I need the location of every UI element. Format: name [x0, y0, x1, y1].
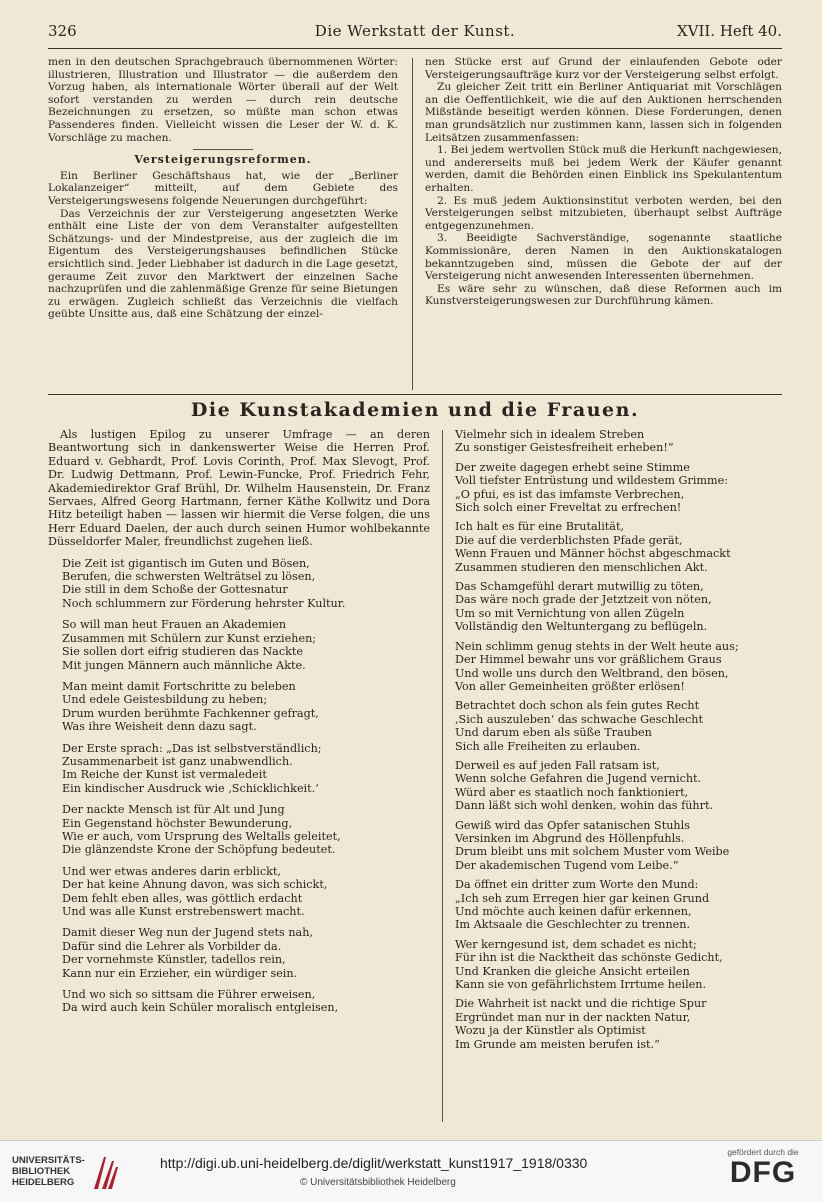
- poem-line: Der nackte Mensch ist für Alt und Jung: [62, 803, 285, 817]
- bottom-right-column: [455, 428, 785, 1051]
- poem-stanza: [455, 428, 785, 455]
- header-rule: [48, 48, 782, 49]
- column-divider: [412, 58, 413, 390]
- poem-line: Im Aktsaale die Geschlechter zu trennen.: [455, 918, 691, 932]
- poem-line: Und darum eben als süße Trauben: [455, 726, 652, 740]
- poem-line: Ich halt es für eine Brutalität,: [455, 520, 625, 534]
- poem-line: Berufen, die schwersten Welträtsel zu lösen,: [62, 570, 316, 584]
- viewer-footer: [0, 1140, 822, 1202]
- poem-line: Und edele Geistesbildung zu heben;: [62, 693, 268, 707]
- section-heading: Versteigerungsreformen.: [134, 153, 312, 167]
- poem-line: Die auf die verderblichsten Pfade gerät,: [455, 533, 683, 547]
- poem-line: Sich alle Freiheiten zu erlauben.: [455, 739, 641, 753]
- poem-stanza: [455, 819, 785, 873]
- poem-line: Noch schlummern zur Förderung hehrster Kultur.: [62, 596, 346, 610]
- poem-line: Kann nur ein Erzieher, ein würdiger sein.: [62, 966, 298, 980]
- dfg-logo: gefördert durch die DFG: [727, 1147, 799, 1189]
- poem-line: „Ich seh zum Erregen hier gar keinen Grund: [455, 891, 710, 905]
- paragraph: Ein Berliner Geschäftshaus hat, wie der „Berliner Lokalanzeiger“ mitteilt, auf dem Gebiete des Versteigerungswesens folgende Neuerungen durchgeführt:: [48, 169, 398, 207]
- poem-line: So will man heut Frauen an Akademien: [62, 618, 287, 632]
- poem-stanza: [62, 557, 430, 611]
- poem-line: Wenn Frauen und Männer höchst abgeschmackt: [455, 547, 731, 561]
- poem-line: Und wo sich so sittsam die Führer erweisen,: [62, 988, 316, 1002]
- paragraph: 1. Bei jedem wertvollen Stück muß die Herkunft nachgewiesen, und andererseits muß bei jedem Werk der Käufer genannt werden, damit die Behörden einen Einblick ins Spekulantentum erhalten.: [425, 144, 782, 194]
- poem-line: Und wolle uns durch den Weltbrand, den bösen,: [455, 666, 729, 680]
- poem-line: Die glänzendste Krone der Schöpfung bedeutet.: [62, 843, 336, 857]
- poem-line: Zu sonstiger Geistesfreiheit erheben!“: [455, 441, 674, 455]
- intro-paragraph: men in den deutschen Sprachgebrauch übernommenen Wörter: illustrieren, Illustration und Illustrator — die außerdem den Vorzug haben, als internationale Wörter überall auf der Welt sofort verstanden zu werden — durch rein deutsche Bezeichnungen zu ersetzen, so müßte man schon etwas Passenderes finden. Vielleicht wissen die Leser der W. d. K. Vorschläge zu machen.: [48, 56, 398, 144]
- poem-line: Ergründet man nur in der nackten Natur,: [455, 1010, 691, 1024]
- poem-line: Da wird auch kein Schüler moralisch entgleisen,: [62, 1001, 339, 1015]
- poem-line: Und Kranken die gleiche Ansicht erteilen: [455, 964, 690, 978]
- separator: [193, 149, 253, 150]
- poem-line: Würd aber es staatlich noch fanktioniert,: [455, 785, 689, 799]
- library-logo: UNIVERSITÄTS- BIBLIOTHEK HEIDELBERG: [12, 1151, 132, 1195]
- bottom-left-column: [48, 428, 430, 1015]
- paragraph: Zu gleicher Zeit tritt ein Berliner Antiquariat mit Vorschlägen an die Oeffentlichkeit, wie die auf den Auktionen herrschenden Mißstände beseitigt werden können. Diese Forderungen, denen man grundsätzlich nur zustimmen kann, lassen sich in folgenden Leitsätzen zusammenfassen:: [425, 81, 782, 144]
- poem-line: Was ihre Weisheit denn dazu sagt.: [62, 720, 257, 734]
- poem-stanza: [62, 680, 430, 734]
- poem-stanza: [455, 997, 785, 1051]
- poem-line: Der hat keine Ahnung davon, was sich schickt,: [62, 878, 328, 892]
- poem-line: Das wäre noch grade der Jetztzeit von nöten,: [455, 593, 712, 607]
- poem-line: Gewiß wird das Opfer satanischen Stuhls: [455, 818, 690, 832]
- poem-stanza: [455, 699, 785, 753]
- page-header: [48, 22, 782, 44]
- library-emblem-icon: [90, 1153, 120, 1193]
- paragraph: nen Stücke erst auf Grund der einlaufenden Gebote oder Versteigerungsaufträge kurz vor der Versteigerung selbst erfolgt.: [425, 56, 782, 81]
- issue-number: XVII. Heft 40.: [676, 22, 782, 40]
- poem-line: Kann sie von gefährlichstem Irrtume heilen.: [455, 978, 707, 992]
- paragraph: Das Verzeichnis der zur Versteigerung angesetzten Werke enthält eine Liste der von dem Veranstalter aufgestellten Schätzungs- und der Mindestpreise, aus der zugleich die im Eigentum des Versteigerungshauses befindlichen Stücke ersichtlich sind. Jeder Liebhaber ist dadurch in die Lage gesetzt, geraume Zeit zuvor den Marktwert der einzelnen Sache nachzuprüfen und die zahlenmäßige Grenze für seine Bietungen zu erwägen. Zugleich schließt das Verzeichnis die vielfach geübte Unsitte aus, daß eine Schätzung der einzel-: [48, 207, 398, 321]
- poem-stanza: [455, 640, 785, 694]
- poem-line: Wozu ja der Künstler als Optimist: [455, 1024, 646, 1038]
- poem-stanza: [455, 878, 785, 932]
- poem-stanza: [62, 988, 430, 1015]
- top-left-column: [48, 56, 398, 321]
- poem-line: Wenn solche Gefahren die Jugend vernicht.: [455, 772, 702, 786]
- poem-line: Drum bleibt uns mit solchem Muster vom Weibe: [455, 845, 730, 859]
- poem-line: Dafür sind die Lehrer als Vorbilder da.: [62, 939, 282, 953]
- poem-line: Zusammen studieren den menschlichen Akt.: [455, 560, 708, 574]
- poem-line: Die Zeit ist gigantisch im Guten und Bösen,: [62, 556, 310, 570]
- poem-line: Mit jungen Männern auch männliche Akte.: [62, 658, 306, 672]
- poem-line: Im Reiche der Kunst ist vermaledeit: [62, 768, 267, 782]
- poem-line: Und wer etwas anderes darin erblickt,: [62, 864, 281, 878]
- poem-line: Derweil es auf jeden Fall ratsam ist,: [455, 758, 660, 772]
- poem-line: Um so mit Vernichtung von allen Zügeln: [455, 606, 685, 620]
- paragraph: 2. Es muß jedem Auktionsinstitut verboten werden, bei den Versteigerungen selbst mitzubieten, überhaupt selbst Aufträge entgegenzunehmen.: [425, 194, 782, 232]
- poem-line: Die still in dem Schoße der Gottesnatur: [62, 583, 288, 597]
- poem-stanza: [455, 580, 785, 634]
- article-rule: [48, 394, 782, 395]
- poem-line: Zusammenarbeit ist ganz unabwendlich.: [62, 754, 293, 768]
- poem-line: Im Grunde am meisten berufen ist.“: [455, 1037, 660, 1051]
- poem-stanza: [62, 926, 430, 980]
- poem-line: Der zweite dagegen erhebt seine Stimme: [455, 460, 690, 474]
- poem-line: Voll tiefster Entrüstung und wildestem Grimme:: [455, 474, 729, 488]
- poem-line: Nein schlimm genug stehts in der Welt heute aus;: [455, 639, 739, 653]
- copyright-text: © Universitätsbibliothek Heidelberg: [300, 1177, 456, 1188]
- poem-stanza: [455, 520, 785, 574]
- poem-line: Ein Gegenstand höchster Bewunderung,: [62, 816, 293, 830]
- poem-line: Versinken im Abgrund des Höllenpfuhls.: [455, 831, 685, 845]
- top-right-column: [425, 56, 782, 308]
- poem-line: Der Erste sprach: „Das ist selbstverständlich;: [62, 741, 322, 755]
- poem-line: Damit dieser Weg nun der Jugend stets nah,: [62, 926, 313, 940]
- poem-line: Dem fehlt eben alles, was göttlich erdacht: [62, 891, 303, 905]
- poem-line: Sie sollen dort eifrig studieren das Nackte: [62, 645, 303, 659]
- poem-line: Da öffnet ein dritter zum Worte den Mund:: [455, 878, 699, 892]
- poem-line: Wer kerngesund ist, dem schadet es nicht;: [455, 937, 697, 951]
- poem-line: Und möchte auch keinen dafür erkennen,: [455, 905, 692, 918]
- intro-paragraph: Als lustigen Epilog zu unserer Umfrage — an deren Beantwortung sich in dankenswerter Weise die Herren Prof. Eduard v. Gebhardt, Prof. Lovis Corinth, Prof. Max Slevogt, Prof. Dr. Ludwig Dettmann, Prof. Lewin-Funcke, Prof. Friedrich Fehr, Akademiedirektor Graf Brühl, Dr. Wilhelm Hausenstein, Dr. Franz Servaes, Alfred Georg Hartmann, ferner Käthe Kollwitz und Dora Hitz beteiligt haben — lassen wir hiermit die Verse folgen, die uns Herr Eduard Daelen, der auch durch seinen Humor wohlbekannte Düsseldorfer Maler, freundlichst zugehen ließ.: [48, 428, 430, 549]
- poem-line: Vollständig den Weltuntergang zu beflügeln.: [455, 620, 708, 634]
- poem-line: Der akademischen Tugend vom Leibe.“: [455, 858, 679, 872]
- paragraph: 3. Beeidigte Sachverständige, sogenannte staatliche Kommissionäre, deren Namen in den Auktionskatalogen bekanntzugeben sind, müssen die Gebote der auf der Versteigerung nicht anwesenden Interessenten übernehmen.: [425, 232, 782, 283]
- poem-line: Drum wurden berühmte Fachkenner gefragt,: [62, 706, 319, 720]
- poem-stanza: [62, 742, 430, 796]
- poem-line: Sich solch einer Freveltat zu erfrechen!: [455, 501, 682, 515]
- poem-line: Wie er auch, vom Ursprung des Weltalls geleitet,: [62, 829, 341, 843]
- poem-line: Betrachtet doch schon als fein gutes Recht: [455, 699, 700, 713]
- poem-stanza: [455, 759, 785, 813]
- poem-line: Und was alle Kunst erstrebenswert macht.: [62, 905, 305, 918]
- poem-line: Zusammen mit Schülern zur Kunst erziehen;: [62, 631, 317, 645]
- poem-line: Der Himmel bewahr uns vor gräßlichem Graus: [455, 653, 722, 667]
- journal-title: Die Werkstatt der Kunst.: [314, 22, 516, 40]
- poem-line: Ein kindischer Ausdruck wie ‚Schicklichkeit.‘: [62, 781, 319, 795]
- poem-line: Der vornehmste Künstler, tadellos rein,: [62, 953, 286, 967]
- poem-line: Die Wahrheit ist nackt und die richtige Spur: [455, 997, 707, 1011]
- poem-line: Für ihn ist die Nacktheit das schönste Gedicht,: [455, 951, 723, 965]
- poem-stanza: [62, 865, 430, 919]
- poem-stanza: [455, 461, 785, 515]
- page-number: 326: [48, 22, 77, 40]
- poem-stanza: [62, 803, 430, 857]
- article-title: Die Kunstakademien und die Frauen.: [190, 399, 640, 421]
- poem-line: Man meint damit Fortschritte zu beleben: [62, 679, 296, 693]
- poem-line: ‚Sich auszuleben‘ das schwache Geschlecht: [455, 712, 704, 726]
- paragraph: Es wäre sehr zu wünschen, daß diese Reformen auch im Kunstversteigerungswesen zur Durchführung kämen.: [425, 282, 782, 308]
- poem-stanza: [455, 938, 785, 992]
- poem-line: Vielmehr sich in idealem Streben: [455, 428, 645, 441]
- poem-stanza: [62, 618, 430, 672]
- document-url-link[interactable]: http://digi.ub.uni-heidelberg.de/diglit/werkstatt_kunst1917_1918/0330: [160, 1155, 588, 1171]
- poem-line: Dann läßt sich wohl denken, wohin das führt.: [455, 799, 714, 813]
- poem-line: Das Schamgefühl derart mutwillig zu töten,: [455, 580, 704, 594]
- column-divider: [442, 430, 443, 1122]
- poem-line: „O pfui, es ist das imfamste Verbrechen,: [455, 487, 685, 501]
- poem-line: Von aller Gemeinheiten größter erlösen!: [455, 679, 685, 693]
